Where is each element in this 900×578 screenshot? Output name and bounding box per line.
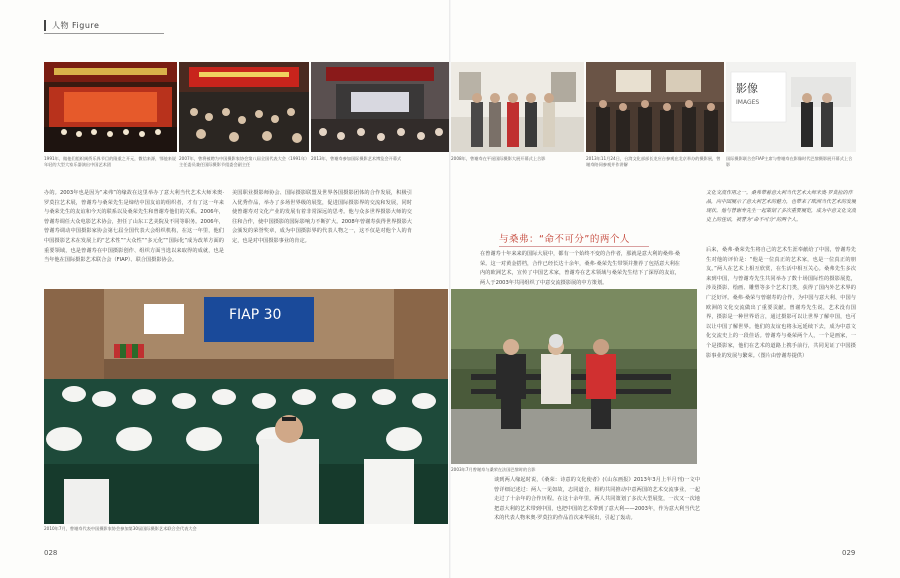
photo-gallery-visit [586,62,724,152]
section-title: 与桑弗：“命不可分”的两个人 [499,234,630,245]
page-number-left: 028 [44,549,58,557]
caption-2: 2007年，曾将被聘为中国摄影家协会第八届全国代表大会（1991年）主任委员兼任国际摄影节组委会副主任 [179,156,308,167]
photo-concert-stage [44,62,177,152]
header-mark [44,20,46,31]
body-column-2: 美国职业摄影师协会、国际摄影联盟及世界各国摄影团体的合作发展，积极引入优秀作品，举办了多场世界级的展览，促进国际摄影界的交流和发展，同时使曾谢寿对文化产业的发展有着非常深远的思考。他与众多世界摄影大师的交往和合作，使中国摄影的国际影响力不断扩大。2008年曾谢寿获得世界摄影大会颁发的荣誉奖章，成为中国摄影界的代表人物之一，这不仅是对他个人的肯定，也是对中国摄影事业的肯定。 [232,190,412,244]
section-intro: 在曾谢寿十年来来的国际大展中，都有一个始终不变的合作者，那就是意大利的桑弗·桑荣。这一对黄金搭档，合作已经长达十余年，桑弗·桑荣先生带领并推荐了包括意大利在内的欧洲艺术，宣传了中国艺术家，曾谢寿在艺术领域与桑荣先生结下了深厚的友谊，两人于2003年共同组织了中意交流摄影展的中方策划。 [480,251,680,286]
svg-text:FIAP 30: FIAP 30 [229,307,282,323]
section-header [44,18,99,32]
photo-images-exhibition [726,62,856,152]
svg-text:影像: 影像 [736,82,758,95]
section-rule [499,246,649,247]
header-rule [44,33,164,34]
caption-1: 1991年，做他们组织闽侨乐界节目的隆重之开元，微信来源，鄂他来说年轻的大型大家乐器演出中国艺术团 [44,156,177,167]
bottom-paragraph: 谈到两人缘起时说，《桑荣：诗意的文化使者》(《山东画报》2013年3月上半月刊)一文中曾详细记述过：两人一见如故，志同道合，相约共同推动中意两国的艺术交流事业，一起走过了十余年的合作历程。在这十余年里，两人共同策划了多次大型展览，一次又一次地把意大利的艺术带到中国，也把中国的艺术带到了意大利——2003年，作为意大利当代艺术的代表人物米奥·罗莫拉的作品首次来华展出，引起了轰动。 [494,477,700,522]
caption-8: 2003年7月曾谢寿与桑荣在法国巴黎时的合影 [451,467,536,472]
caption-6: 国际摄影联合会FIAP主席与曾谢寿在影像时代巴黎摄影展开幕式上合影 [726,156,853,167]
caption-5: 2013年11月24日，台湾文化部部长龙应台参观在北京举办的摄影展，曾谢寿陪同参观并作讲解 [586,156,721,167]
page-number-right: 029 [842,549,856,557]
svg-text:IMAGES: IMAGES [736,99,760,106]
photo-fiap-congress [44,289,448,524]
photo-congress-hall [179,62,309,152]
photo-expo-stage [311,62,449,152]
pull-quote: 文化交流作用之一。桑弗带着意大利当代艺术大师米奥·罗莫拉的作品，向中国展示了意大利艺术的魅力，也带来了欧洲当代艺术的发展现状。他与曾谢寿先生一起策划了多次重要展览，成为中意文化交流史上的佳话，被誉为“命不可分”的两个人。 [706,190,856,223]
photo-group-portrait [451,62,584,152]
caption-4: 2008年，曾谢寿在平遥国际摄影大展开幕式上合影 [451,156,546,161]
photo-bench-portrait [451,289,697,464]
caption-7: 2010年7月，曾谢寿代表中国摄影家协会参加第30届国际摄影艺术联合会代表大会 [44,526,197,531]
header-label: 人物 Figure [52,20,100,30]
body-column-1: 办的。2003年也是因为“来弗”的缘故在这里举办了意大利当代艺术大师米奥·罗莫拉艺术展，曾谢寿与桑荣先生是缔结中国友谊的组织者，才有了这一年来与桑荣先生的友谊和今天的联系以及桑荣先生和曾谢寿他们的关系。2006年，曾谢寿调任大众电影艺术协会，担任了山东工艺美院及不同等职务。2006年，曾谢寿调动中国摄影家协会第七届全国代表大会组织机构，在这一年里，他们中国摄影艺术在发展上的“艺术性”“大众性”“多元化”“国际化”成为改革方面的重要领域，也是曾谢寿在中国摄影创作、组织方面当选以来取得的成就，也是当年他在国际摄影艺术联合会（FIAP）、联合国摄影协会。 [44,190,224,264]
right-column: 后来，桑弗·桑荣先生将自己的艺术生涯奉献给了中国，曾谢寿先生对他的评价是：“他是一位真正的艺术家，也是一位真正的朋友。”两人在艺术上相互欣赏，在生活中相互关心。桑弗先生多次来到中国，与曾谢寿先生共同举办了数十场国际性的摄影展览，涉及摄影、绘画、雕塑等多个艺术门类，获得了国内外艺术界的广泛好评。桑弗·桑荣与曾谢寿的合作，为中国与意大利、中国与欧洲的文化交流做出了重要贡献。曾谢寿先生说，艺术没有国界，摄影是一种世界语言，通过摄影可以让世界了解中国，也可以让中国了解世界。他们的友谊也将永远延续下去，成为中意文化交流史上的一段佳话。曾谢寿与桑荣两个人，一个是画家，一个是摄影家，他们在艺术的道路上携手前行，共同见证了中国摄影事业的发展与繁荣。（图片由曾谢寿提供） [706,247,856,359]
caption-3: 2013年，曾谢寿参加国际摄影艺术博览会开幕式 [311,156,402,161]
